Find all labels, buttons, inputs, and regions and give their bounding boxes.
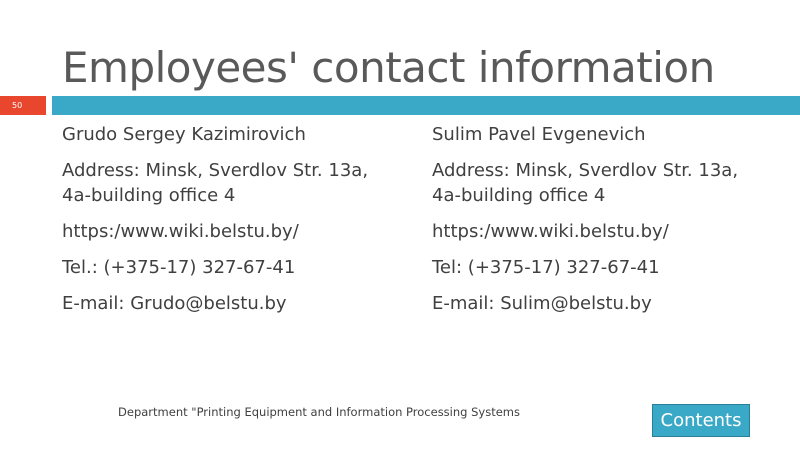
employee-website-link[interactable]: https:/www.wiki.belstu.by/	[432, 221, 669, 242]
employee-phone: Tel.: (+375-17) 327-67-41	[62, 257, 296, 278]
slide-number: 50	[0, 96, 46, 115]
employee-phone: Tel: (+375-17) 327-67-41	[432, 257, 660, 278]
slide-title: Employees' contact information	[62, 43, 715, 92]
employee-website-link[interactable]: https:/www.wiki.belstu.by/	[62, 221, 299, 242]
employee-address: Address: Minsk, Sverdlov Str. 13a, 4a-building office 4	[62, 160, 369, 206]
employee-email-link[interactable]: E-mail: Grudo@belstu.by	[62, 293, 287, 314]
footer-department: Department "Printing Equipment and Information Processing Systems	[118, 405, 520, 419]
employee-card-sulim	[432, 122, 772, 327]
employee-address: Address: Minsk, Sverdlov Str. 13a, 4a-building office 4	[432, 160, 739, 206]
title-divider-bar	[52, 96, 800, 115]
employee-name: Grudo Sergey Kazimirovich	[62, 124, 306, 145]
employee-card-grudo	[62, 122, 402, 327]
employee-name: Sulim Pavel Evgenevich	[432, 124, 646, 145]
employee-email-link[interactable]: E-mail: Sulim@belstu.by	[432, 293, 652, 314]
contents-button[interactable]: Contents	[652, 404, 750, 437]
